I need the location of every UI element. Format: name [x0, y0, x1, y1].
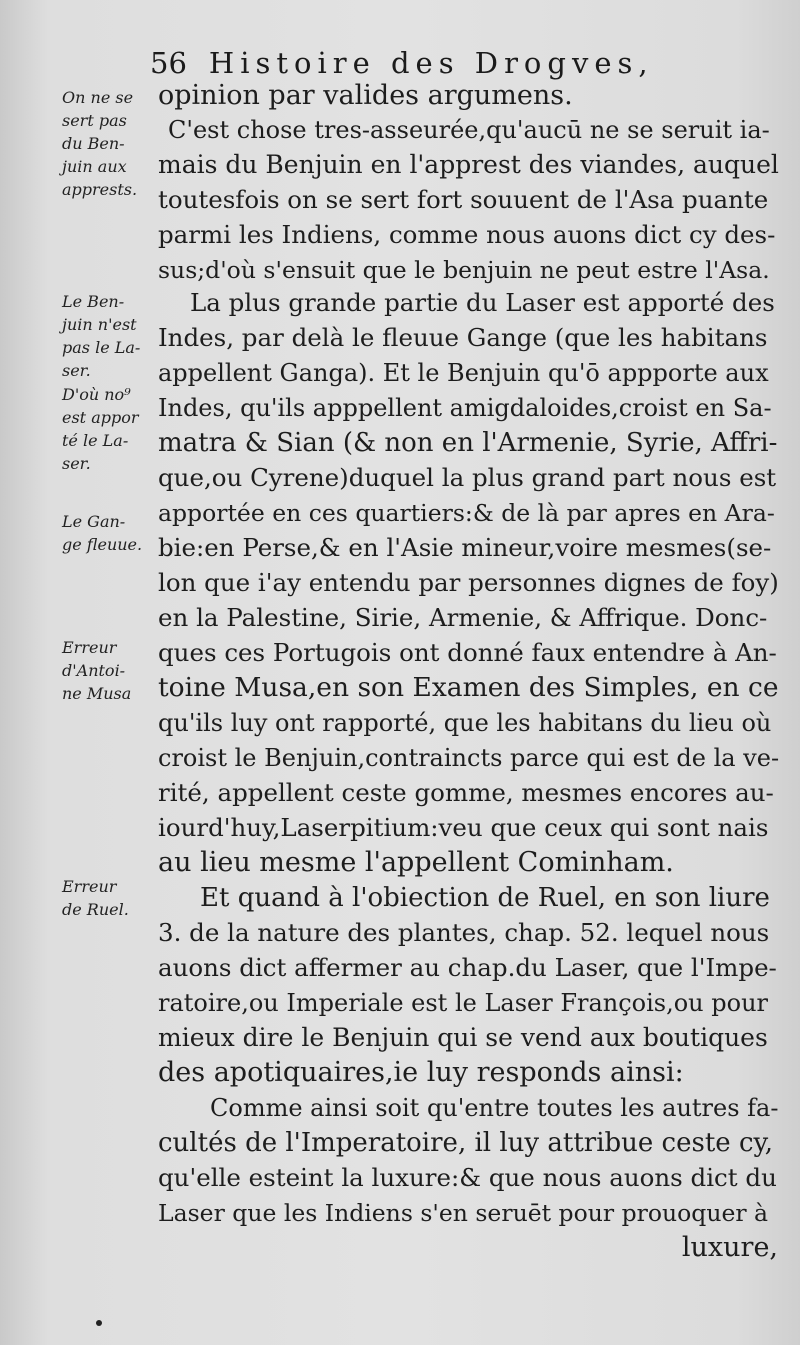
text-line: C'est chose tres-asseurée,qu'aucū ne se seruit ia-: [168, 116, 770, 144]
margin-notes: [0, 0, 160, 1345]
text-line: ratoire,ou Imperiale est le Laser François,ou pour: [158, 989, 769, 1017]
text-line: 3. de la nature des plantes, chap. 52. lequel nous: [158, 918, 770, 947]
text-line: auons dict affermer au chap.du Laser, que l'Impe-: [158, 953, 777, 982]
text-line: parmi les Indiens, comme nous auons dict cy des-: [158, 220, 776, 249]
text-line: en la Palestine, Sirie, Armenie, & Affrique. Donc-: [158, 603, 768, 632]
text-line: cultés de l'Imperatoire, il luy attribue ceste cy,: [158, 1128, 774, 1158]
margin-note: Le Gan- ge fleuue.: [62, 512, 143, 554]
text-line: toutesfois on se sert fort souuent de l'Asa puante: [158, 185, 769, 214]
text-line: lon que i'ay entendu par personnes dignes de foy): [158, 568, 779, 597]
running-title: Histoire des Drogves,: [208, 46, 654, 80]
text-line: mais du Benjuin en l'apprest des viandes, auquel: [158, 150, 779, 179]
margin-note: Erreur d'Antoi- ne Musa: [62, 638, 132, 703]
text-line: Laser que les Indiens s'en seruēt pour prouoquer à: [158, 1199, 769, 1227]
text-line: que,ou Cyrene)duquel la plus grand part nous est: [158, 463, 777, 492]
text-line: qu'ils luy ont rapporté, que les habitans du lieu où: [158, 709, 772, 737]
text-line: apportée en ces quartiers:& de là par apres en Ara-: [158, 499, 775, 527]
ink-speck: [96, 1320, 102, 1326]
text-line: luxure,: [681, 1232, 778, 1263]
text-line: sus;d'où s'ensuit que le benjuin ne peut estre l'Asa.: [158, 256, 770, 284]
text-line: rité, appellent ceste gomme, mesmes encores au-: [158, 778, 774, 807]
margin-note: D'où no⁹ est appor té le La- ser.: [62, 385, 139, 473]
text-line: opinion par valides argumens.: [158, 80, 573, 111]
text-line: La plus grande partie du Laser est apporté des: [190, 288, 775, 317]
text-line: toine Musa,en son Examen des Simples, en ce: [158, 672, 779, 703]
text-line: des apotiquaires,ie luy responds ainsi:: [158, 1057, 684, 1088]
text-line: Indes, par delà le fleuue Gange (que les habitans: [158, 323, 768, 352]
text-line: iourd'huy,Laserpitium:veu que ceux qui sont nais: [158, 813, 769, 842]
text-line: qu'elle esteint la luxure:& que nous auons dict du: [158, 1163, 777, 1192]
text-line: matra & Sian (& non en l'Armenie, Syrie, Affri-: [158, 428, 778, 458]
text-line: ques ces Portugois ont donné faux entendre à An-: [158, 638, 777, 667]
margin-note: On ne se sert pas du Ben- juin aux apprests.: [62, 88, 138, 199]
margin-note: Le Ben- juin n'est pas le La- ser.: [62, 292, 141, 380]
main-text: [158, 0, 783, 1345]
text-line: appellent Ganga). Et le Benjuin qu'ō appporte aux: [158, 359, 769, 387]
text-line: Et quand à l'obiection de Ruel, en son liure: [200, 883, 770, 913]
text-line: bie:en Perse,& en l'Asie mineur,voire mesmes(se-: [158, 533, 772, 562]
text-line: Indes, qu'ils apppellent amigdaloides,croist en Sa-: [158, 394, 772, 422]
page-number: 56: [150, 46, 187, 80]
margin-note: Erreur de Ruel.: [62, 877, 129, 919]
text-line: mieux dire le Benjuin qui se vend aux boutiques: [158, 1023, 768, 1052]
text-line: au lieu mesme l'appellent Cominham.: [158, 847, 674, 878]
text-line: Comme ainsi soit qu'entre toutes les autres fa-: [210, 1094, 779, 1122]
text-line: croist le Benjuin,contraincts parce qui est de la ve-: [158, 744, 780, 772]
